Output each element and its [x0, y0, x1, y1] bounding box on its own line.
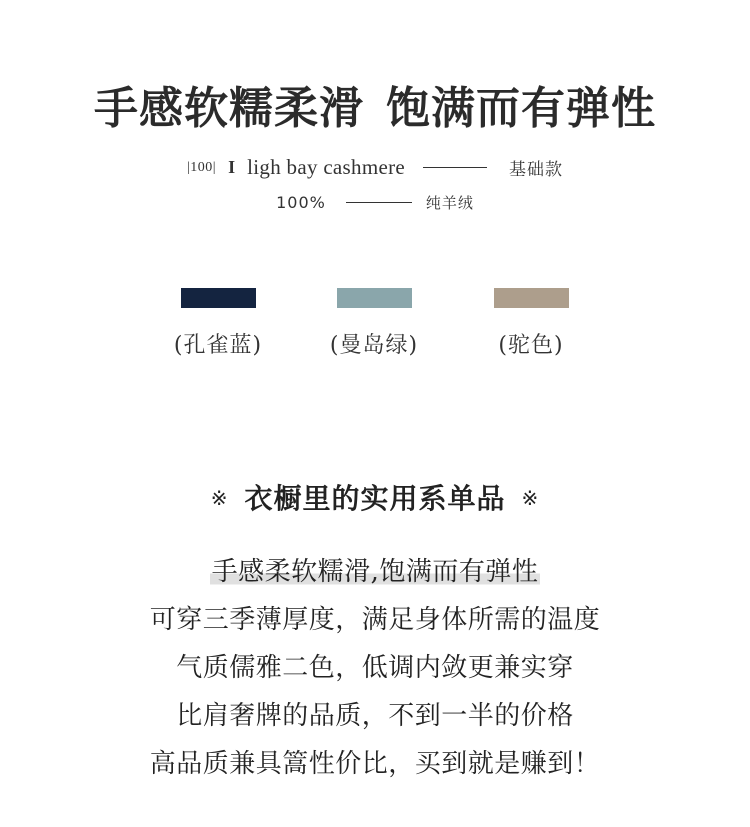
- description-lines: [0, 548, 750, 788]
- color-chip: [337, 288, 412, 308]
- description-line: 高品质兼具篙性价比，买到就是赚到！: [149, 749, 601, 779]
- reference-mark-icon: ※: [210, 486, 229, 510]
- swatch-isle-green[interactable]: [294, 288, 454, 359]
- color-chip: [181, 288, 256, 308]
- headline-part-1: 手感软糯柔滑: [94, 83, 364, 134]
- spec-divider-line: [423, 167, 487, 168]
- headline-part-2: 饱满而有弹性: [386, 83, 656, 134]
- spec-name-row: [0, 155, 750, 180]
- color-chip: [494, 288, 569, 308]
- spec-material: 纯羊绒: [425, 194, 474, 212]
- swatch-peacock-blue[interactable]: [138, 288, 298, 359]
- spec-code: |100|: [187, 159, 217, 175]
- description-line: 手感柔软糯滑,饱满而有弹性: [211, 557, 539, 587]
- spec-percent: 100%: [276, 193, 326, 212]
- color-label: (驼色): [498, 333, 564, 358]
- description-line: 可穿三季薄厚度，满足身体所需的温度: [149, 605, 601, 635]
- reference-mark-icon: ※: [521, 486, 540, 510]
- color-label: (孔雀蓝): [173, 333, 263, 358]
- color-label: (曼岛绿): [329, 333, 419, 358]
- description-line: 气质儒雅二色，低调内敛更兼实穿: [176, 653, 574, 683]
- spec-type: 基础款: [509, 160, 563, 180]
- spec-divider-line: [346, 202, 412, 203]
- spec-product-name: ligh bay cashmere: [247, 155, 405, 179]
- color-swatches: [0, 288, 750, 368]
- spec-material-row: [0, 192, 750, 213]
- spec-separator: I: [228, 157, 236, 177]
- section-title: [0, 477, 750, 517]
- description-line: 比肩奢牌的品质，不到一半的价格: [176, 701, 574, 731]
- swatch-camel[interactable]: [451, 288, 611, 359]
- headline: [0, 72, 750, 136]
- section-title-text: 衣橱里的实用系单品: [244, 482, 506, 515]
